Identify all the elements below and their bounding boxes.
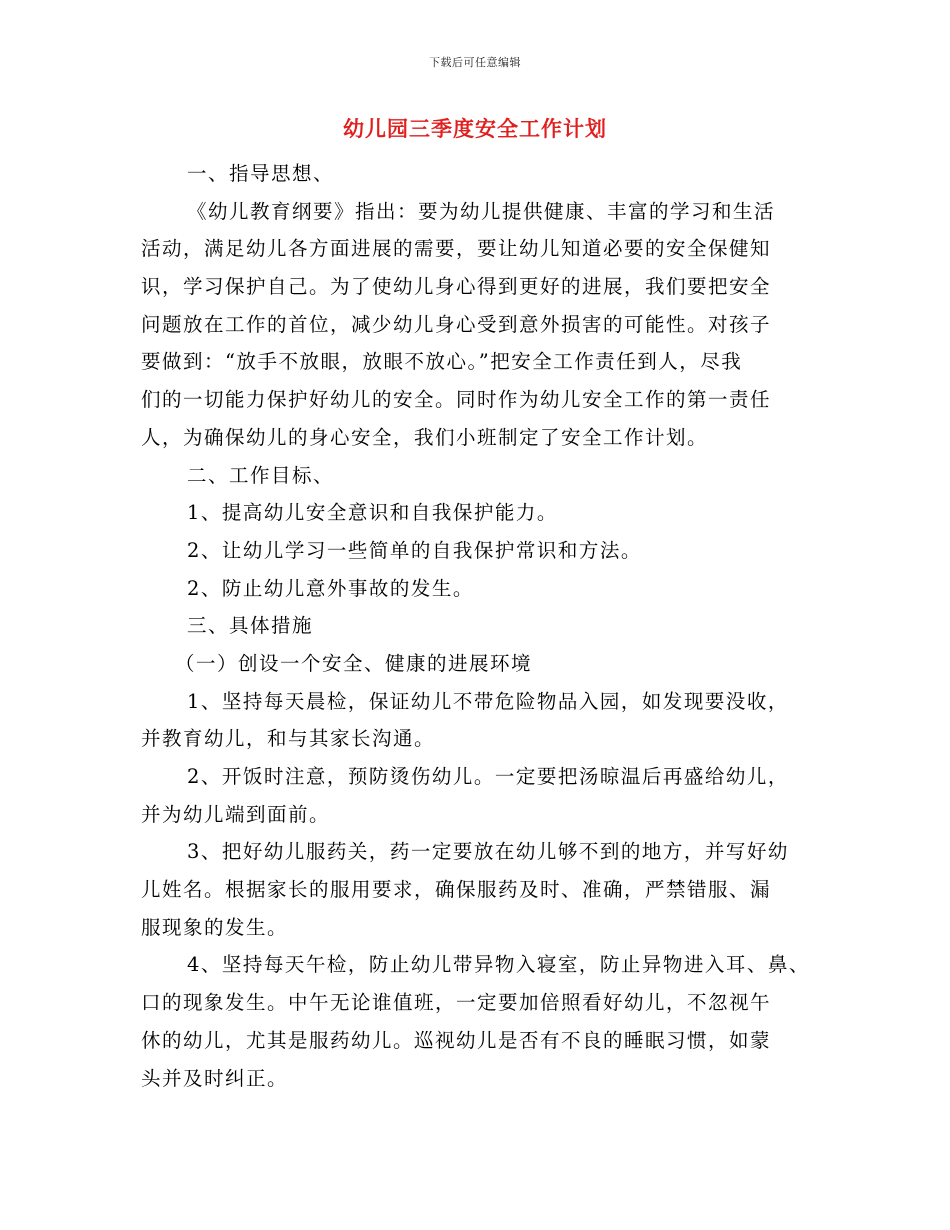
section-heading-work-goals: 二、工作目标、	[187, 463, 335, 487]
paragraph-line: 人，为确保幼儿的身心安全，我们小班制定了安全工作计划。	[141, 425, 709, 449]
paragraph-line: 休的幼儿，尤其是服药幼儿。巡视幼儿是否有不良的睡眠习惯，如蒙	[141, 1028, 772, 1052]
paragraph-line: 4、坚持每天午检，防止幼儿带异物入寝室，防止异物进入耳、鼻、	[187, 953, 810, 977]
paragraph-line: 2、开饭时注意，预防烫伤幼儿。一定要把汤晾温后再盛给幼儿，	[187, 765, 789, 788]
list-item: 2、防止幼儿意外事故的发生。	[187, 576, 474, 600]
subsection-heading: （一）创设一个安全、健康的进展环境	[175, 651, 533, 675]
document-title: 幼儿园三季度安全工作计划	[343, 116, 607, 141]
section-heading-guiding-ideology: 一、指导思想、	[187, 162, 335, 185]
paragraph-line: 活动，满足幼儿各方面进展的需要，要让幼儿知道必要的安全保健知	[141, 237, 772, 261]
list-item: 2、让幼儿学习一些简单的自我保护常识和方法。	[187, 538, 642, 562]
paragraph-line: 儿姓名。根据家长的服用要求，确保服药及时、准确，严禁错服、漏	[141, 878, 772, 902]
header-note: 下载后可任意编辑	[429, 56, 521, 69]
list-item: 1、提高幼儿安全意识和自我保护能力。	[187, 501, 558, 525]
paragraph-line: 问题放在工作的首位，减少幼儿身心受到意外损害的可能性。对孩子	[141, 312, 772, 336]
paragraph-line: 识，学习保护自己。为了使幼儿身心得到更好的进展，我们要把安全	[141, 275, 772, 299]
paragraph-line: 们的一切能力保护好幼儿的安全。同时作为幼儿安全工作的第一责任	[141, 388, 772, 412]
section-heading-specific-measures: 三、具体措施	[187, 614, 314, 638]
paragraph-line: 服现象的发生。	[141, 915, 289, 939]
paragraph-line: 1、坚持每天晨检，保证幼儿不带危险物品入园，如发现要没收，	[187, 689, 789, 713]
paragraph-line: 并教育幼儿，和与其家长沟通。	[141, 727, 436, 751]
paragraph-line: 口的现象发生。中午无论谁值班，一定要加倍照看好幼儿，不忽视午	[141, 991, 772, 1015]
paragraph-line: 《幼儿教育纲要》指出：要为幼儿提供健康、丰富的学习和生活	[187, 199, 776, 223]
paragraph-line: 3、把好幼儿服药关，药一定要放在幼儿够不到的地方，并写好幼	[187, 840, 789, 864]
paragraph-line: 要做到：“放手不放眼，放眼不放心。”把安全工作责任到人，尽我	[141, 350, 743, 374]
document-body	[141, 155, 831, 1097]
paragraph-line: 并为幼儿端到面前。	[141, 802, 331, 826]
paragraph-line: 头并及时纠正。	[141, 1066, 289, 1090]
